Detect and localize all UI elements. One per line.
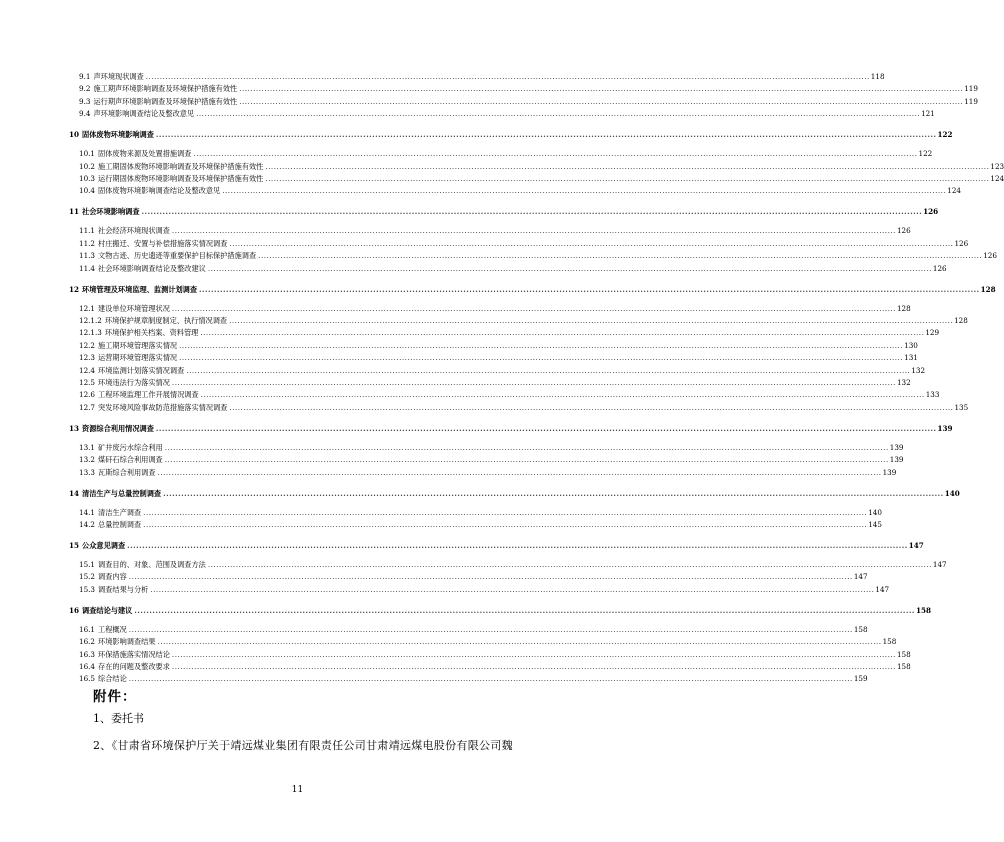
toc-chapter-entry[interactable] [0,206,939,218]
toc-section-entry[interactable] [0,185,961,197]
annex-item: 1、委托书 [93,712,144,725]
toc-entry-line [79,263,947,275]
toc-entry-title: 建设单位环境管理状况 [98,303,170,313]
toc-entry-page: 119 [964,96,978,106]
toc-entry-page: 129 [925,328,940,338]
toc-entry-page: 158 [896,662,911,671]
toc-entry-line [79,377,911,389]
toc-entry-title: 工程环境监理工作开展情况调查 [98,390,199,400]
toc-dot-leader: .................................................................................................................................................................................................................................................................... [239,84,964,94]
toc-entry-number: 13 [69,423,80,433]
toc-dot-leader: .................................................................................................................................................................................................................................................................... [171,662,896,671]
toc-section-entry[interactable] [0,442,904,454]
toc-section-entry[interactable] [0,108,935,120]
toc-entry-page: 140 [944,488,960,498]
toc-entry-page: 132 [896,378,911,387]
toc-entry-title: 总量控制调查 [98,520,142,529]
toc-entry-line [69,284,996,296]
toc-entry-line [79,108,935,120]
toc-entry-title: 清洁生产调查 [98,507,142,517]
toc-entry-page: 130 [904,340,918,350]
toc-entry-page: 118 [870,72,885,81]
toc-entry-page: 158 [882,637,897,647]
toc-entry-line [79,303,911,315]
toc-dot-leader: .................................................................................................................................................................................................................................................................... [265,174,990,183]
toc-entry-page: 121 [921,109,935,119]
toc-entry-line [79,340,918,352]
toc-entry-number: 12.3 [79,353,96,363]
toc-entry-number: 16.3 [79,649,96,659]
toc-dot-leader: .................................................................................................................................................................................................................................................................... [258,251,983,261]
toc-entry-number: 15 [69,541,80,550]
toc-entry-number: 14.1 [79,507,96,517]
toc-dot-leader: .................................................................................................................................................................................................................................................................... [265,161,990,171]
toc-entry-title: 社会环境影响调查结论及整改建议 [98,263,206,273]
toc-dot-leader: .................................................................................................................................................................................................................................................................... [141,207,923,217]
toc-dot-leader: .................................................................................................................................................................................................................................................................... [196,109,921,119]
toc-section-entry[interactable] [0,673,868,685]
toc-section-entry[interactable] [0,365,926,377]
toc-entry-page: 158 [896,649,911,659]
toc-entry-title: 环保措施落实情况结论 [98,649,170,659]
page-number: 11 [291,785,304,795]
toc-dot-leader: .................................................................................................................................................................................................................................................................... [143,520,868,529]
toc-entry-number: 13.2 [79,455,96,465]
toc-entry-number: 10.4 [79,186,96,196]
toc-entry-title: 调查内容 [98,572,127,582]
toc-dot-leader: .................................................................................................................................................................................................................................................................... [127,541,908,550]
toc-entry-page: 159 [853,674,868,684]
toc-entry-title: 施工期固体废物环境影响调查及环境保护措施有效性 [98,161,264,171]
toc-entry-number: 15.3 [79,584,96,594]
toc-entry-page: 124 [990,174,1004,183]
toc-section-entry[interactable] [0,352,918,364]
toc-entry-page: 122 [937,130,953,140]
toc-dot-leader: .................................................................................................................................................................................................................................................................... [207,263,932,273]
toc-entry-page: 133 [925,390,940,400]
toc-chapter-entry[interactable] [0,488,960,500]
toc-entry-number: 11.1 [79,226,96,236]
toc-section-entry[interactable] [0,467,897,479]
toc-section-entry[interactable] [0,340,918,352]
toc-entry-page: 158 [915,605,931,615]
toc-dot-leader: .................................................................................................................................................................................................................................................................... [164,455,889,465]
toc-entry-title: 公众意见调查 [82,541,126,550]
toc-section-entry[interactable] [0,161,1004,173]
toc-entry-title: 村庄搬迁、安置与补偿措施落实情况调查 [98,238,228,248]
toc-section-entry[interactable] [0,173,1004,185]
toc-section-entry[interactable] [0,661,911,673]
toc-entry-number: 12.5 [79,378,96,387]
toc-entry-number: 10.2 [79,161,96,171]
toc-entry-title: 固体废物来源及处置措施调查 [98,149,192,159]
toc-entry-title: 固体废物环境影响调查结论及整改意见 [98,186,221,196]
toc-dot-leader: .................................................................................................................................................................................................................................................................... [128,624,853,634]
toc-section-entry[interactable] [0,649,911,661]
toc-entry-page: 139 [889,442,904,452]
toc-entry-line [79,649,911,661]
toc-dot-leader: .................................................................................................................................................................................................................................................................... [193,149,918,159]
toc-dot-leader: .................................................................................................................................................................................................................................................................... [128,674,853,684]
toc-entry-title: 环境违法行为落实情况 [98,378,170,387]
toc-entry-title: 声环境现状调查 [93,72,144,81]
toc-entry-title: 环境监测计划落实情况调查 [98,365,185,375]
toc-entry-line [79,571,868,583]
toc-entry-page: 131 [904,353,918,363]
toc-dot-leader: .................................................................................................................................................................................................................................................................... [171,303,896,313]
toc-entry-title: 瓦斯综合利用调查 [98,467,156,477]
toc-dot-leader: .................................................................................................................................................................................................................................................................... [128,572,853,582]
toc-entry-number: 12.2 [79,340,96,350]
toc-chapter-entry[interactable] [0,284,996,296]
toc-section-entry[interactable] [0,263,947,275]
toc-entry-number: 12.7 [79,402,96,412]
annex-heading: 附件： [93,689,137,705]
toc-dot-leader: .................................................................................................................................................................................................................................................................... [199,284,980,294]
toc-section-entry[interactable] [0,571,868,583]
toc-entry-number: 12.1.3 [79,328,102,338]
toc-entry-title: 社会环境影响调查 [82,207,140,217]
toc-chapter-entry[interactable] [0,129,953,141]
toc-dot-leader: .................................................................................................................................................................................................................................................................... [179,353,904,363]
toc-section-entry[interactable] [0,71,885,83]
toc-dot-leader: .................................................................................................................................................................................................................................................................... [157,467,882,477]
toc-entry-line [79,250,997,262]
toc-dot-leader: .................................................................................................................................................................................................................................................................... [155,130,937,140]
toc-entry-title: 运营期环境管理落实情况 [98,353,178,363]
toc-section-entry[interactable] [0,315,968,327]
toc-entry-number: 16.2 [79,637,96,647]
toc-entry-title: 调查目的、对象、范围及调查方法 [98,560,206,569]
toc-entry-page: 126 [954,238,969,248]
toc-entry-number: 10.3 [79,174,96,183]
toc-entry-page: 147 [932,560,947,569]
toc-section-entry[interactable] [0,519,882,531]
toc-section-entry[interactable] [0,225,911,237]
toc-entry-number: 16 [69,605,80,615]
toc-dot-leader: .................................................................................................................................................................................................................................................................... [157,637,882,647]
toc-entry-page: 126 [923,207,939,217]
toc-dot-leader: .................................................................................................................................................................................................................................................................... [155,423,937,433]
toc-entry-line [69,605,931,617]
toc-entry-line [79,315,968,327]
toc-entry-number: 16.1 [79,624,96,634]
toc-entry-page: 145 [868,520,882,529]
toc-dot-leader: .................................................................................................................................................................................................................................................................... [143,507,868,517]
toc-dot-leader: .................................................................................................................................................................................................................................................................... [200,328,925,338]
toc-section-entry[interactable] [0,238,969,250]
toc-entry-page: 123 [990,161,1004,171]
toc-dot-leader: .................................................................................................................................................................................................................................................................... [229,316,954,325]
toc-entry-title: 运行期固体废物环境影响调查及环境保护措施有效性 [98,174,264,183]
toc-entry-page: 126 [896,226,911,236]
toc-entry-page: 158 [853,624,868,634]
toc-entry-number: 14.2 [79,520,96,529]
toc-entry-title: 环境保护相关档案、资料管理 [104,328,199,338]
toc-entry-title: 环境保护规章制度制定、执行情况调查 [104,316,228,325]
toc-section-entry[interactable] [0,96,978,108]
toc-section-entry[interactable] [0,559,947,571]
toc-entry-page: 140 [868,507,882,517]
toc-entry-page: 139 [937,423,953,433]
toc-entry-number: 11.4 [79,263,96,273]
toc-entry-line [79,389,940,401]
toc-entry-line [79,507,882,519]
toc-entry-line [79,365,926,377]
toc-chapter-entry[interactable] [0,423,953,435]
toc-entry-page: 126 [983,251,997,261]
toc-entry-title: 工程概况 [98,624,127,634]
toc-entry-title: 施工期声环境影响调查及环境保护措施有效性 [93,84,238,94]
toc-entry-number: 12.1 [79,303,96,313]
toc-entry-line [79,148,933,160]
toc-entry-title: 调查结论与建议 [82,605,133,615]
toc-chapter-entry[interactable] [0,540,924,552]
toc-entry-page: 128 [896,303,911,313]
toc-entry-line [79,161,1004,173]
toc-chapter-entry[interactable] [0,605,931,617]
toc-entry-page: 147 [875,584,890,594]
toc-entry-page: 128 [954,316,968,325]
toc-entry-line [79,96,978,108]
toc-dot-leader: .................................................................................................................................................................................................................................................................... [222,186,947,196]
toc-entry-page: 147 [853,572,868,582]
toc-entry-line [79,185,961,197]
toc-entry-title: 声环境影响调查结论及整改意见 [93,109,195,119]
toc-entry-line [69,423,953,435]
toc-entry-number: 15.2 [79,572,96,582]
toc-section-entry[interactable] [0,454,904,466]
toc-entry-number: 13.3 [79,467,96,477]
toc-entry-page: 119 [964,84,978,94]
toc-entry-number: 12 [69,284,80,294]
toc-section-entry[interactable] [0,83,978,95]
toc-entry-title: 固体废物环境影响调查 [82,130,154,140]
toc-entry-page: 139 [882,467,897,477]
toc-entry-line [79,327,940,339]
toc-section-entry[interactable] [0,389,940,401]
toc-entry-title: 资源综合利用情况调查 [82,423,154,433]
toc-entry-number: 9.2 [79,84,91,94]
toc-dot-leader: .................................................................................................................................................................................................................................................................... [164,442,889,452]
toc-dot-leader: .................................................................................................................................................................................................................................................................... [229,402,954,412]
toc-entry-line [69,540,924,552]
toc-entry-number: 12.6 [79,390,96,400]
toc-entry-title: 环境管理及环境监理、监测计划调查 [82,284,198,294]
toc-dot-leader: .................................................................................................................................................................................................................................................................... [163,488,944,498]
toc-entry-number: 16.4 [79,662,96,671]
toc-entry-title: 煤矸石综合利用调查 [98,455,163,465]
toc-section-entry[interactable] [0,377,911,389]
toc-entry-title: 调查结果与分析 [98,584,149,594]
toc-entry-page: 147 [908,541,924,550]
toc-entry-line [79,559,947,571]
toc-section-entry[interactable] [0,148,933,160]
toc-entry-title: 综合结论 [98,674,127,684]
toc-entry-line [79,467,897,479]
toc-dot-leader: .................................................................................................................................................................................................................................................................... [207,560,932,569]
toc-section-entry[interactable] [0,250,997,262]
toc-section-entry[interactable] [0,327,940,339]
toc-entry-line [79,71,885,83]
toc-dot-leader: .................................................................................................................................................................................................................................................................... [239,96,964,106]
toc-entry-line [79,636,897,648]
toc-entry-title: 文物古迹、历史遗迹等重要保护目标保护措施调查 [98,251,257,261]
toc-entry-line [79,454,904,466]
toc-entry-page: 132 [911,365,926,375]
toc-entry-line [79,442,904,454]
toc-entry-line [79,624,868,636]
toc-entry-title: 清洁生产与总量控制调查 [82,488,162,498]
toc-entry-line [79,402,969,414]
toc-entry-line [79,238,969,250]
toc-entry-title: 存在的问题及整改要求 [98,662,170,671]
toc-dot-leader: .................................................................................................................................................................................................................................................................... [171,226,896,236]
toc-entry-line [79,661,911,673]
toc-entry-number: 11.2 [79,238,96,248]
toc-entry-number: 10 [69,130,80,140]
toc-entry-number: 13.1 [79,442,96,452]
toc-entry-number: 12.1.2 [79,316,102,325]
toc-entry-number: 9.4 [79,109,91,119]
toc-entry-line [79,83,978,95]
toc-entry-page: 124 [947,186,961,196]
toc-entry-title: 运行期声环境影响调查及环境保护措施有效性 [93,96,238,106]
toc-entry-title: 施工期环境管理落实情况 [98,340,178,350]
toc-entry-number: 9.3 [79,96,91,106]
toc-entry-title: 矿井废污水综合利用 [98,442,163,452]
toc-entry-page: 139 [889,455,904,465]
toc-entry-page: 122 [918,149,933,159]
toc-section-entry[interactable] [0,507,882,519]
toc-entry-line [79,673,868,685]
toc-entry-title: 社会经济环境现状调查 [98,226,170,236]
toc-dot-leader: .................................................................................................................................................................................................................................................................... [134,605,915,615]
toc-entry-number: 16.5 [79,674,96,684]
toc-entry-line [69,488,960,500]
toc-dot-leader: .................................................................................................................................................................................................................................................................... [171,378,896,387]
annex-item: 2、《甘肃省环境保护厅关于靖远煤业集团有限责任公司甘肃靖远煤电股份有限公司魏 [93,739,513,752]
toc-section-entry[interactable] [0,624,868,636]
toc-entry-line [79,173,1004,185]
toc-entry-line [79,352,918,364]
toc-dot-leader: .................................................................................................................................................................................................................................................................... [229,238,954,248]
toc-entry-number: 9.1 [79,72,91,81]
toc-dot-leader: .................................................................................................................................................................................................................................................................... [150,584,875,594]
toc-entry-number: 11.3 [79,251,96,261]
toc-dot-leader: .................................................................................................................................................................................................................................................................... [186,365,911,375]
toc-dot-leader: .................................................................................................................................................................................................................................................................... [179,340,904,350]
toc-section-entry[interactable] [0,636,897,648]
toc-entry-line [79,584,890,596]
toc-entry-number: 11 [69,207,80,217]
toc-section-entry[interactable] [0,303,911,315]
toc-entry-page: 126 [932,263,947,273]
toc-entry-line [79,519,882,531]
toc-dot-leader: .................................................................................................................................................................................................................................................................... [200,390,925,400]
toc-section-entry[interactable] [0,402,969,414]
toc-entry-title: 环境影响调查结果 [98,637,156,647]
toc-entry-number: 12.4 [79,365,96,375]
toc-entry-number: 15.1 [79,560,96,569]
toc-entry-page: 135 [954,402,969,412]
toc-entry-line [69,129,953,141]
toc-entry-title: 突发环境风险事故防范措施落实情况调查 [98,402,228,412]
toc-entry-page: 128 [980,284,996,294]
toc-entry-number: 10.1 [79,149,96,159]
toc-entry-line [69,206,939,218]
toc-dot-leader: .................................................................................................................................................................................................................................................................... [145,72,870,81]
toc-dot-leader: .................................................................................................................................................................................................................................................................... [171,649,896,659]
toc-entry-line [79,225,911,237]
toc-section-entry[interactable] [0,584,890,596]
toc-entry-number: 14 [69,488,80,498]
